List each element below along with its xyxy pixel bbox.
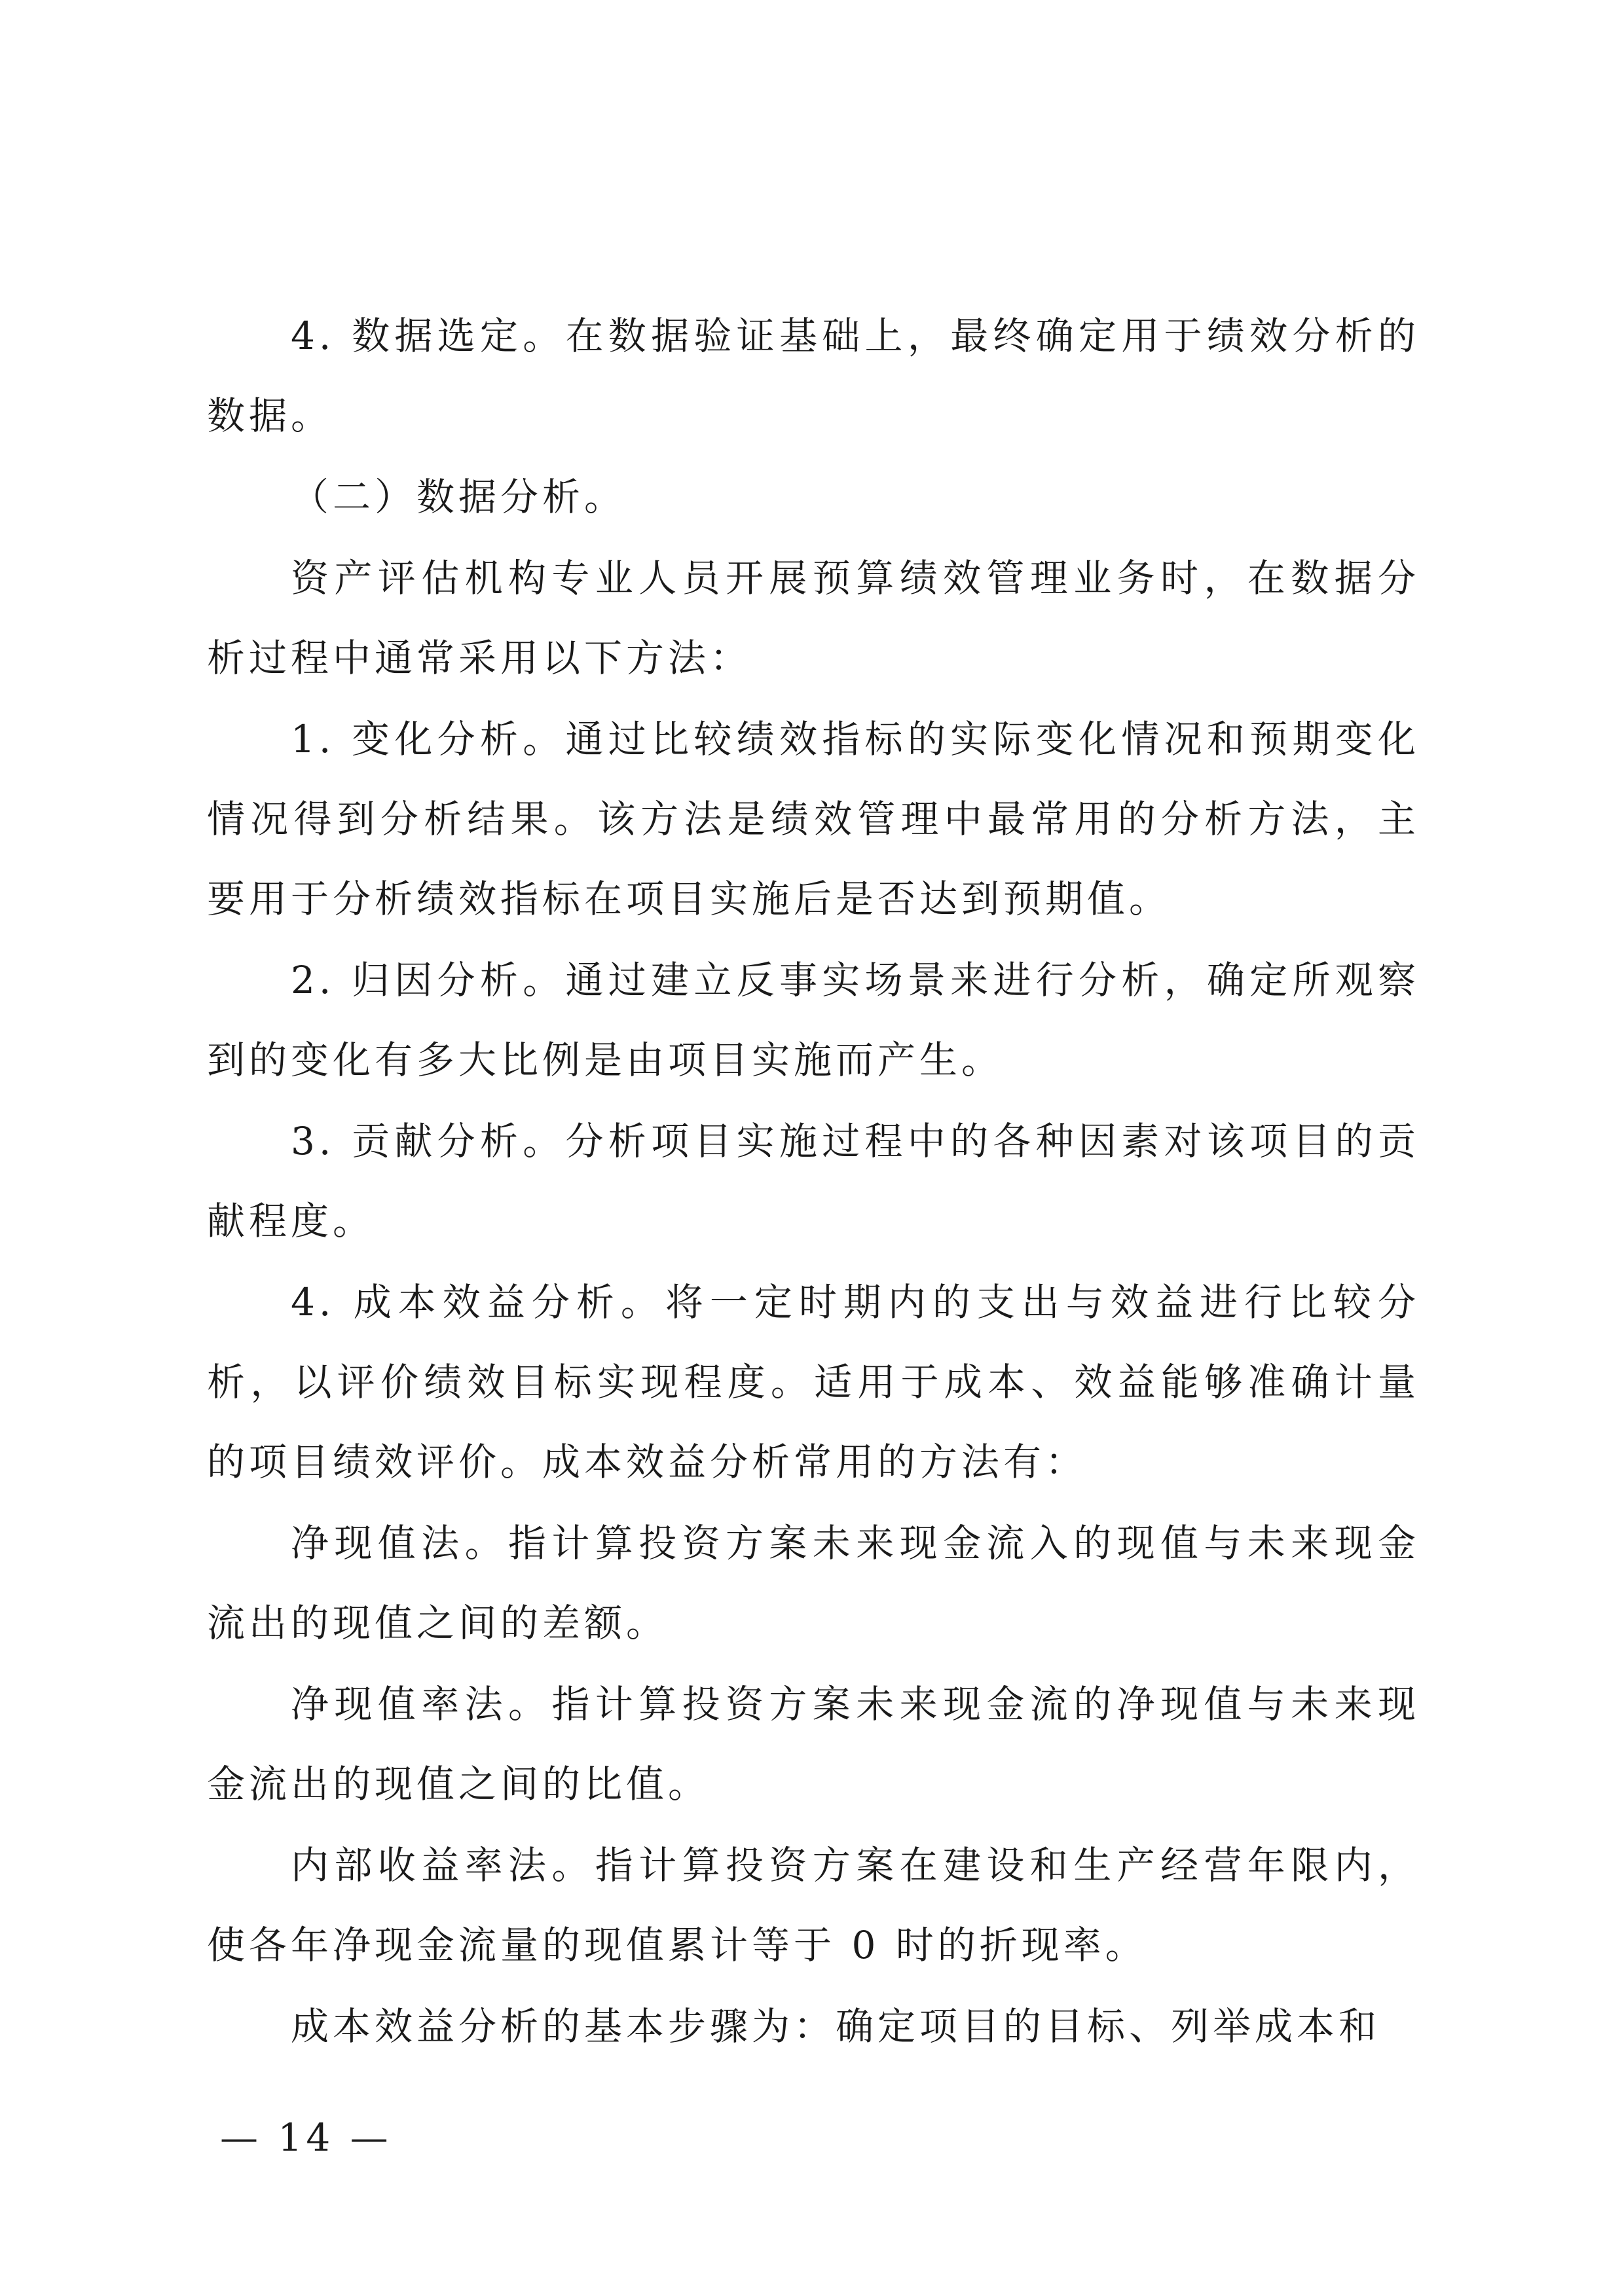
paragraph-change-analysis: 1. 变化分析。通过比较绩效指标的实际变化情况和预期变化情况得到分析结果。该方法是绩效管理中最常用的分析方法，主要用于分析绩效指标在项目实施后是否达到预期值。 xyxy=(207,717,1420,921)
page-number: — 14 — xyxy=(220,2115,392,2160)
document-body xyxy=(207,296,1420,2068)
paragraph-irr-method: 内部收益率法。指计算投资方案在建设和生产经营年限内，使各年净现金流量的现值累计等于 0 时的折现率。 xyxy=(207,1843,1420,1967)
section-heading-data-analysis: （二）数据分析。 xyxy=(291,475,627,519)
paragraph-data-selection: 4. 数据选定。在数据验证基础上，最终确定用于绩效分析的数据。 xyxy=(207,314,1420,438)
paragraph-analysis-intro: 资产评估机构专业人员开展预算绩效管理业务时，在数据分析过程中通常采用以下方法： xyxy=(207,556,1420,680)
paragraph-npv-method: 净现值法。指计算投资方案未来现金流入的现值与未来现金流出的现值之间的差额。 xyxy=(207,1521,1420,1645)
paragraph-cost-benefit-analysis: 4. 成本效益分析。将一定时期内的支出与效益进行比较分析，以评价绩效目标实现程度。适用于成本、效益能够准确计量的项目绩效评价。成本效益分析常用的方法有： xyxy=(207,1280,1420,1484)
paragraph-npvr-method: 净现值率法。指计算投资方案未来现金流的净现值与未来现金流出的现值之间的比值。 xyxy=(207,1682,1420,1806)
paragraph-attribution-analysis: 2. 归因分析。通过建立反事实场景来进行分析，确定所观察到的变化有多大比例是由项目实施而产生。 xyxy=(207,958,1420,1082)
paragraph-contribution-analysis: 3. 贡献分析。分析项目实施过程中的各种因素对该项目的贡献程度。 xyxy=(207,1119,1420,1243)
paragraph-cba-steps: 成本效益分析的基本步骤为：确定项目的目标、列举成本和 xyxy=(291,2004,1381,2049)
